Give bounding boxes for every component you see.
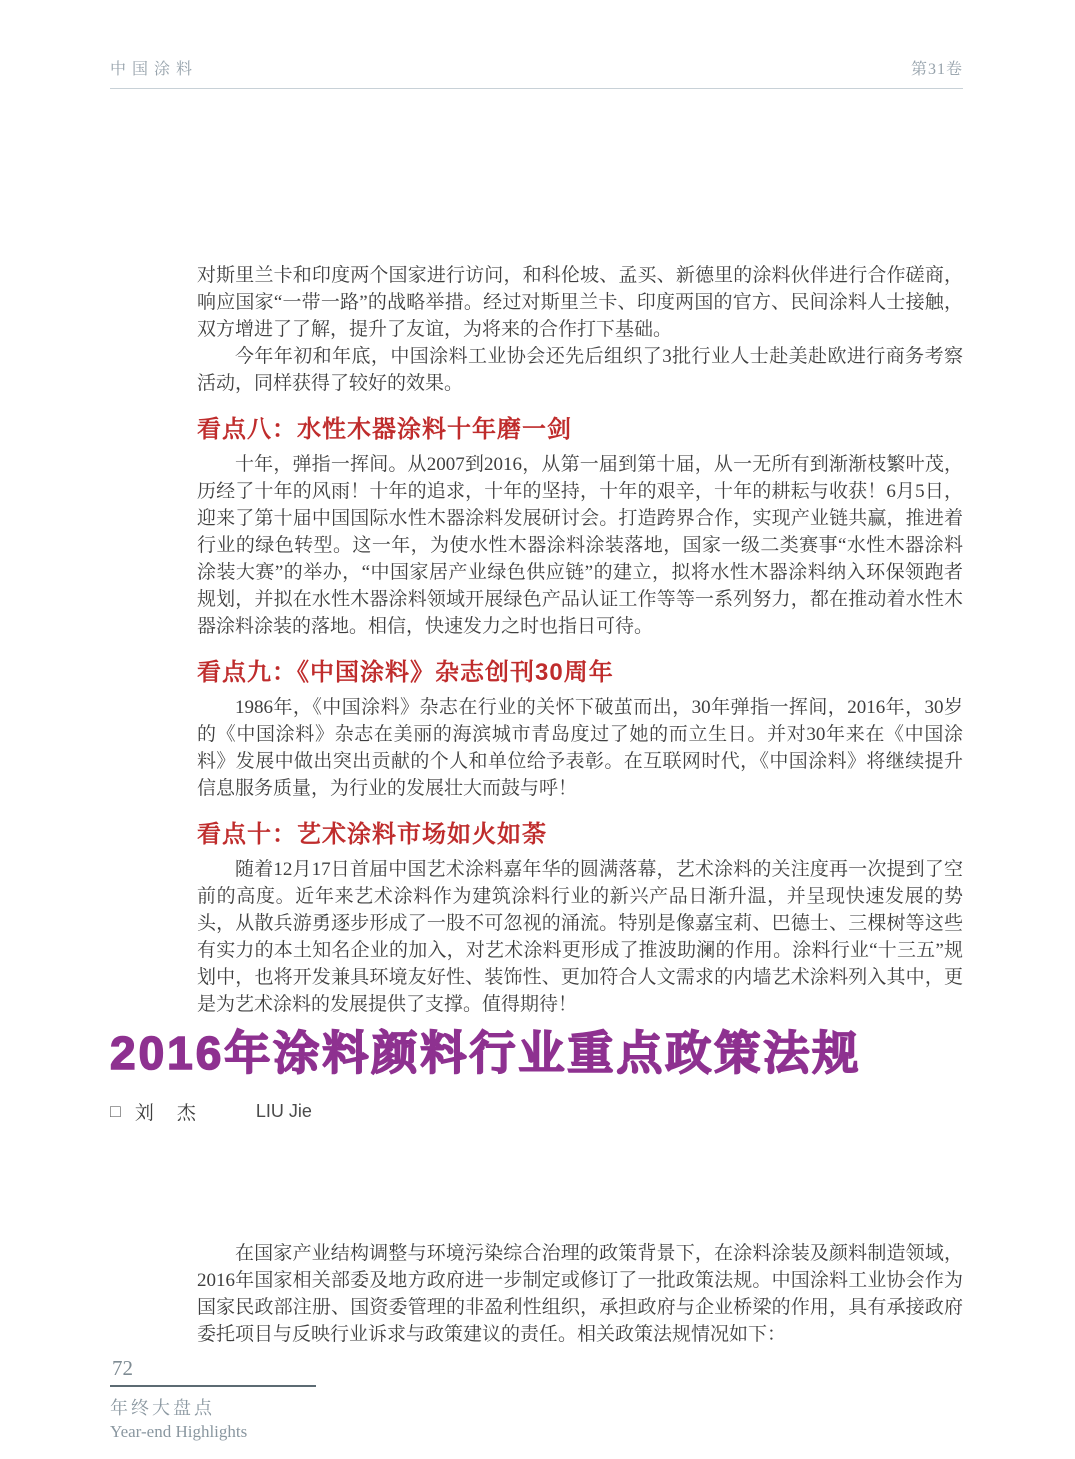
author-square-icon: □ bbox=[110, 1101, 121, 1121]
journal-name: 中国涂料 bbox=[110, 61, 199, 78]
article-body bbox=[197, 262, 963, 1018]
author-name-en: LIU Jie bbox=[255, 1101, 312, 1121]
article-title: 2016年涂料颜料行业重点政策法规 bbox=[110, 1027, 862, 1079]
section-paragraph-highlight-9: 1986年，《中国涂料》杂志在行业的关怀下破茧而出，30年弹指一挥间，2016年，30岁的《中国涂料》杂志在美丽的海滨城市青岛度过了她的而立生日。并对30年来在《中国涂料》发展中做出突出贡献的个人和单位给予表彰。在互联网时代，《中国涂料》将继续提升信息服务质量，为行业的发展壮大而鼓与呼！ bbox=[197, 697, 963, 799]
page-number: 72 bbox=[112, 1356, 133, 1380]
section-heading-highlight-9: 看点九：《中国涂料》杂志创刊30周年 bbox=[197, 659, 614, 686]
footer-section-title-en: Year-end Highlights bbox=[110, 1422, 248, 1441]
body-paragraph: 今年年初和年底，中国涂料工业协会还先后组织了3批行业人士赴美赴欧进行商务考察活动，同样获得了较好的效果。 bbox=[197, 346, 963, 394]
section-paragraph-highlight-10: 随着12月17日首届中国艺术涂料嘉年华的圆满落幕，艺术涂料的关注度再一次提到了空前的高度。近年来艺术涂料作为建筑涂料行业的新兴产品日渐升温，并呈现快速发展的势头，从散兵游勇逐步形成了一股不可忽视的涌流。特别是像嘉宝莉、巴德士、三棵树等这些有实力的本土知名企业的加入，对艺术涂料更形成了推波助澜的作用。涂料行业“十三五”规划中，也将开发兼具环境友好性、装饰性、更加符合人文需求的内墙艺术涂料列入其中，更是为艺术涂料的发展提供了支撑。值得期待！ bbox=[197, 859, 963, 1015]
author-name-cn: 刘 杰 bbox=[134, 1103, 198, 1124]
author-line bbox=[110, 1098, 965, 1125]
section-paragraph-highlight-8: 十年，弹指一挥间。从2007到2016，从第一届到第十届，从一无所有到渐渐枝繁叶茂，历经了十年的风雨！十年的追求，十年的坚持，十年的艰辛，十年的耕耘与收获！6月5日，迎来了第十届中国国际水性木器涂料发展研讨会。打造跨界合作，实现产业链共赢，推进着行业的绿色转型。这一年，为使水性木器涂料涂装落地，国家一级二类赛事“水性木器涂料涂装大赛”的举办，“中国家居产业绿色供应链”的建立，拟将水性木器涂料纳入环保领跑者规划，并拟在水性木器涂料领域开展绿色产品认证工作等等一系列努力，都在推动着水性木器涂料涂装的落地。相信，快速发力之时也指日可待。 bbox=[197, 454, 963, 637]
footer-divider bbox=[110, 1385, 316, 1387]
section-heading-highlight-10: 看点十：艺术涂料市场如火如荼 bbox=[197, 821, 547, 848]
section-heading-highlight-8: 看点八：水性木器涂料十年磨一剑 bbox=[197, 416, 572, 443]
continued-paragraph: 对斯里兰卡和印度两个国家进行访问，和科伦坡、孟买、新德里的涂料伙伴进行合作磋商，响应国家“一带一路”的战略举措。经过对斯里兰卡、印度两国的官方、民间涂料人士接触，双方增进了了解，提升了友谊，为将来的合作打下基础。 bbox=[197, 265, 963, 340]
footer-section-title-cn: 年终大盘点 bbox=[110, 1398, 215, 1418]
page-footer bbox=[110, 1356, 350, 1442]
page-header bbox=[110, 56, 963, 89]
volume-label: 第31卷 bbox=[910, 61, 963, 78]
intro-paragraph: 在国家产业结构调整与环境污染综合治理的政策背景下，在涂料涂装及颜料制造领域，2016年国家相关部委及地方政府进一步制定或修订了一批政策法规。中国涂料工业协会作为国家民政部注册、国资委管理的非盈利性组织，承担政府与企业桥梁的作用，具有承接政府委托项目与反映行业诉求与政策建议的责任。相关政策法规情况如下： bbox=[197, 1243, 963, 1345]
second-article-header bbox=[110, 1028, 965, 1125]
